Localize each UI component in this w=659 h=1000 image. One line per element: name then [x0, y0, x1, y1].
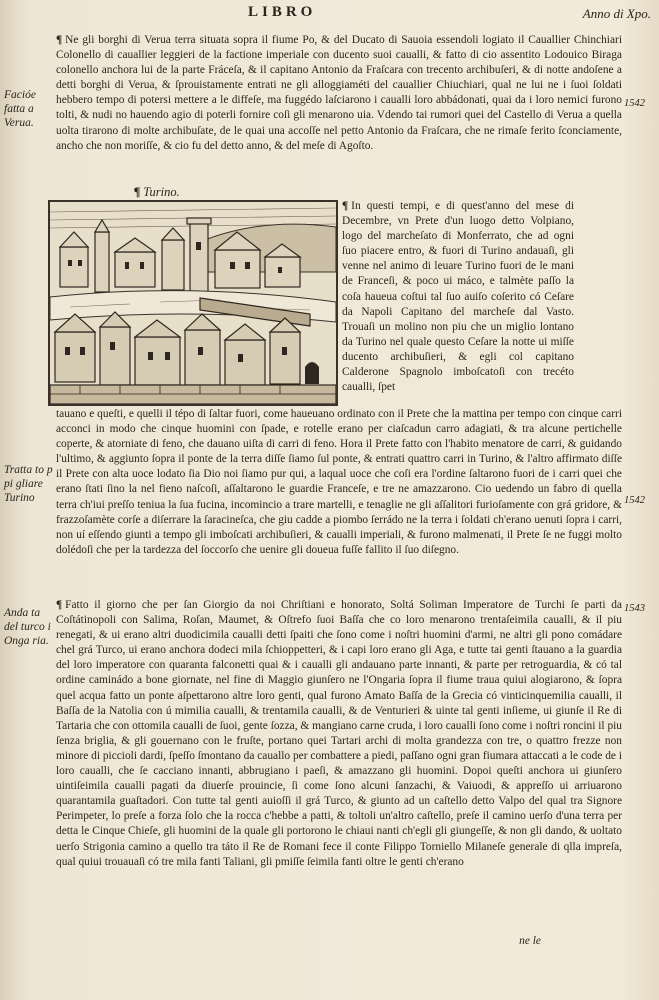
paragraph-text: tauano e queſti, e quelli il tépo di ſaltar fuori, come haueuano ordinato con il Prete che la mattina per tempo con cinque carri acconci in modo che cinque huomini con ſpade, e rotelle erano per ciaſcadun carro adagiati, & tra alcune pertichelle coperte, & atorniate di feno, che dauano uiſta di carri di feno. Hora il Prete fatto con l'habito menatore de carri, & guidando l'ultimo, & aggiunto ſopra il ponte de la terra diſſe ſiamo ſul ponte, & entrati quattro carri in Turino, & l'altro affirmato diſſe il Prete con alta uoce lodato ſia Dio noi ſiamo pur qui, a laqual uoce che coſi era l'ordine ſaltarono fuori de i carri quei che erano ſtati ſino la nel fieno naſcoſi, aſſaltarono le guardie Franceſe, e tre ne amazzarono. Cio uedendo un fabro di quella terra ch'iui preſſo teniua la ſua fucina, incomincio a trare martelli, e tenaglie ne gli aſſalitori furioſamente con grá gridore, & frazzoſamète corſe a diſerrare la ſaracineſca, che giu cadde a piombo ſerrádo ne la terra i ſoldati ch'erano uenuti ſopra i carri, non uí eſſendo giunti a tempo gli imboſcati archibuſieri, & caualli imperiali, & furono malmenati, il Prete ſe ne fuggi molto dolédoſi che per la tardezza del ſoccorſo che uenire gli doueua fuſſe fallito il ſuo diſegno. [56, 408, 622, 556]
paragraph-soliman [56, 598, 622, 870]
paragraph-mark: ¶ [342, 200, 349, 212]
running-head-title: LIBRO [248, 4, 317, 20]
paragraph-verua [56, 33, 622, 154]
margin-year: 1543 [624, 603, 645, 614]
margin-year: 1542 [624, 495, 645, 506]
catchword: ne le [519, 935, 541, 947]
running-head [0, 4, 659, 24]
paragraph-text: Ne gli borghi di Verua terra situata sopra il fiume Po, & del Ducato di Sauoia essendoli logiato il Cauallier Chinchiari Colonello di cauallier leggieri de la factione imperiale con ducento suoi caualli, & fatto di cio assentito Lodouico Biraga colonello anchora lui de la parte Fráceſa, & il capitano Antonio da Fraſcara con trecento archibuſeri, & di notte andoſene a detti borghi di Verua, & ſprouistamente entrati ne gli alloggiaméti del cauallier Chiuchiari, qual ne lui ne i ſuoi ſoldati hebbero tempo di potersi mettere a le diffeſe, ma fuggédo laſciarono i caualli loro abbádonati, quai da i loro nemici furono tolti, & nudi no hauendo agio di poterli fornire coſi gli menarono uia. Vdendo tai rumori quei del Castello di Verua a quella uolta tirarono di molte archibuſate, de le quai una accoſſe nel petto Antonio da Fraſcara, che ne rimaſe ferito ſconciamente, ancho che non moriſſe, & cio fu del detto anno, & del meſe di Agoſto. [56, 34, 622, 152]
paragraph-mark: ¶ [56, 599, 63, 611]
woodcut-image [50, 202, 336, 404]
paragraph-turino-column [342, 199, 574, 395]
woodcut-caption-text: Turino. [143, 185, 180, 199]
paragraph-mark: ¶ [134, 185, 141, 199]
margin-year: 1542 [624, 98, 645, 109]
paragraph-turino-continued [56, 407, 622, 558]
paragraph-text: Fatto il giorno che per ſan Giorgio da noi Chriſtiani e honorato, Soltá Soliman Imperatore de Turchi ſe parti da Coſtátinopoli con Salima, Roſan, Maumet, & Oſtrefo ſuoi Baſſa che co loro menarono trentaſeimila caualli, & il piu renegati, & ui erano altri duodicimila caualli detti ſpaiti che ſono come i noſtri huomini d'armi, ne altri gli pono comádare chel grá Turco, ui erano anchora dodeci mila ſchioppetteri, & i capi loro erano gli Aga, e tutte tai genti ſtauano a la guardia del loro imperatore con quaranta falconetti quai & i caualli gli andauano parte innanti, & parte per retroguardia, & có tal ordine caminádo a bone giornate, nel fine di Maggio giunſero ne l'Ongaria ſopra il fiume traua quiui alogiarono, & ſopra quel acqua fatto un ponte aſpettarono altre loro genti, qual furono Amato Baſſa de la Grecia có vinticinquemilia caualli, il Baſſa de la Natolia con ú mimilia caualli, & trentamila caualli, & de Venturieri & uinte tal genti inſieme, ui giunſe il Re di Tartaria che con ottomila caualli de ſuoi, gente ſozza, & mangiano carne cruda, i loro caualli ſono come i noſtri roncini il piu ſenza briglia, & gli gouernano con le fruſte, portano quei Tartari archi di molta grandezza con tre, o quattro frezze non minore di piccioli dardi, ſpeſſo ſmontano da cauallo per combattere a piedi, paſſano ogni gran fiumara attaccati a le code de i loro caualli, che ſe cacciano innanti, abbrugiano i paeſi, & amazzano gli huomini. Dopoi queſti anchora ui giunſero uintiſeimila caualli pagati da diuerſe prouincie, ſi come ſono alcuni ſanzachi, & Vaiuodi, & appreſſo ui arriuarono quarantamila guaſtadori. Con tutte tal genti auioſſi il grá Turco, & giunto ad un caſtello detto Valpo del qual tra Signore Perimpeter, lo preſe a forza ſolo che la rocca c'hebbe a patti, & toltoli un'altro caſtello, preſe il camino uerſo d'una terra per detta le Cinque Chieſe, gli huomini de la quale gli portorono le chiaui nanti ch'egli gli giungeſſe, & non gli dando, & uoltato uerſo Strigonia camino a quello tra táto il Re de Romani fece il conte Filippo Torniello Milaneſe generale di qlla impreſa, qual quiui trouauaſi có tre mila fanti Taliani, gli pmiſſe ſeimila fanti oltre le genti ch'erano [56, 599, 622, 868]
paragraph-mark: ¶ [56, 34, 63, 46]
margin-note-turco: Anda ta del turco i Onga ria. [4, 607, 51, 647]
running-head-year-label: Anno di Xpo. [582, 6, 651, 21]
woodcut-caption [134, 185, 180, 200]
paragraph-text: In questi tempi, e di quest'anno del mese di Decembre, vn Prete d'un luogo detto Volpiano, logo del marcheſato di Monferrato, che ad ogni ſuo piacere entro, & fuori di Turino andauaſi, gli venne nel animo di leuare Turino fuori de le mani de Franceſi, & poco ui máco, e talmète paſſo la coſa haueua coſtui tal ſuo auiſo coſerito có Ceſare da Napoli Capitano del marcheſe dal Vasto. Trouaſi un molino non piu che un miglio lontano da Turino nel quale questo Ceſare la notte ui miſſe ducento archibuſieri, & egli col capitano Calderone Spagnolo imboſcatoſi con trecéto caualli, ſpet [342, 200, 574, 394]
margin-note-verua: Facióe fatta a Verua. [4, 89, 36, 129]
margin-note-turino: Tratta to p pi gliare Turino [4, 464, 53, 504]
woodcut-illustration-turin [48, 200, 338, 406]
